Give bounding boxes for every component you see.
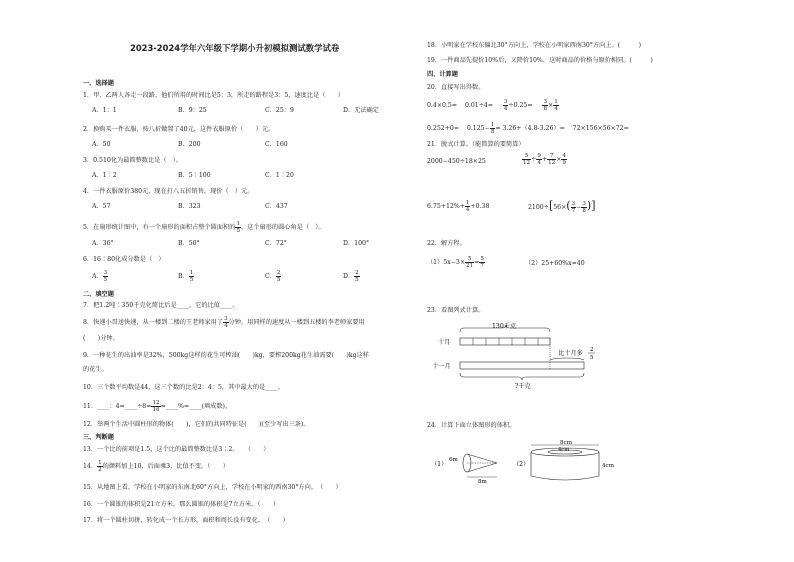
fig2-label: （2） xyxy=(513,461,530,468)
q20-row2: 0.252+0= 0.125− $\frac{1}{8}$ = 3.26+（4.8-3.26）= 72×156×56×72= xyxy=(427,122,629,135)
q20: 20．直接写出得数。 xyxy=(427,84,485,91)
q22-a: （1）5x−3× $\frac{5}{21}$ = $\frac{5}{7}$ xyxy=(427,256,484,269)
q4: 4．一件衣服原价380元，现在打八五折销售，现价（ ）元。 xyxy=(83,188,254,195)
q15: 15．从地图上看，学校在小明家的东南北60°方向上，学校在小明家的西南30°方向。 （ ） xyxy=(83,484,342,491)
q21-b: $\frac{5}{12}$ ÷ $\frac{9}{4}$ + $\frac{7}{12}$ × $\frac{4}{9}$ xyxy=(523,153,566,166)
compare-frac-n: 2 xyxy=(590,347,594,353)
bottom-brace xyxy=(460,373,584,380)
q3-opt-b: B．5∶100 xyxy=(178,172,211,179)
q5-opt-b: B．50° xyxy=(178,240,200,247)
q2-opt-b: B．200 xyxy=(178,141,201,148)
q5-fraction: $\frac{1}{5}$ xyxy=(236,221,240,234)
october-label: 十月 xyxy=(438,339,451,346)
q7: 7．把1.2吨∶350千克化简比后是____，它的比值____。 xyxy=(83,302,239,309)
q21: 21．脱式计算。（能简算的要简算） xyxy=(427,141,525,148)
compare-frac-d: 5 xyxy=(590,355,594,361)
q5: 5．在扇形统计图中，有一个扇形的面积占整个圆面积的 $\frac{1}{5}$ ，这个扇形的圆心角是（ ）。 xyxy=(83,221,325,234)
q2-opt-a: A．50 xyxy=(92,141,111,148)
q9: 9．一种花生的出油率是32%，500kg这样的花生可榨油( )kg，要榨200kg花生油需要( )kg这样 xyxy=(83,352,369,359)
q2-opt-c: C．160 xyxy=(265,141,288,148)
cylinder-height: 4cm xyxy=(602,463,614,469)
october-ticks xyxy=(473,338,538,345)
section-calc: 四、计算题 xyxy=(427,71,458,78)
q1-opt-b: B．9：25 xyxy=(178,107,207,114)
q5-opt-d: D．100° xyxy=(343,240,370,247)
page-title: 2023-2024学年六年级下学期小升初模拟测试数学试卷 xyxy=(130,43,340,53)
bar-diagram xyxy=(430,322,620,392)
cylinder-bottom xyxy=(531,476,599,480)
q6: 6．16∶80化成分数是（ ） xyxy=(83,256,165,263)
cone-diameter: 6m xyxy=(449,457,458,463)
section-judge: 三、判断题 xyxy=(83,434,114,441)
q14: 14． $\frac{1}{2}$ 的颜料加上10，后面乘3，比值不变。（ ） xyxy=(83,460,229,473)
q19: 19．一件商品先提价10%后，又降价10%，这时商品的价格与原价相同。( ) xyxy=(427,57,653,64)
october-bar xyxy=(460,338,550,345)
q20-row1: 0.4×0.5= 0.01÷4= $\frac{3}{4}$ ÷0.25= $\frac{3}{8}$ × $\frac{1}{4}$ xyxy=(427,99,558,112)
inner-diameter: 4cm xyxy=(558,447,570,453)
section-fill: 二、填空题 xyxy=(83,291,114,298)
q1-opt-a: A．1：1 xyxy=(92,107,117,114)
q22: 22．解方程。 xyxy=(427,240,466,247)
q5-opt-a: A．36° xyxy=(92,240,114,247)
q3: 3．0.510化为最简整数比是（ ）。 xyxy=(83,157,182,164)
q4-opt-a: A．57 xyxy=(92,203,111,210)
november-label: 十一月 xyxy=(432,363,451,370)
q1-opt-c: C．25：9 xyxy=(265,107,294,114)
unknown-label: ?千克 xyxy=(515,383,531,390)
q13: 13．一个比的前项是1.5，这个比的最简整数比是3∶2。 （ ） xyxy=(83,446,270,453)
q2: 2．换购买一件衣服，按八折做置了40元，这件衣服原价（ ）元。 xyxy=(83,126,275,133)
top-label: 130千克 xyxy=(492,323,517,330)
q4-opt-c: C．437 xyxy=(265,203,288,210)
q8-end: ( )分钟。 xyxy=(83,335,119,342)
q5-opt-c: C．72° xyxy=(265,240,287,247)
fig1-label: （1） xyxy=(431,461,448,468)
q24: 24．计算下面立体图形的体积。 xyxy=(427,422,516,429)
q9-end: 的花生。 xyxy=(83,366,108,373)
q4-opt-b: B．323 xyxy=(178,203,201,210)
november-bar xyxy=(460,362,584,369)
q6-opt-b: B． $\frac{1}{5}$ xyxy=(178,270,194,283)
q1: 1．甲、乙两人各走一段路，他们所用的时间比是5：3，所走的路程是3：5，速度比是（ ） xyxy=(83,92,344,99)
q23: 23．看图列式计算。 xyxy=(427,307,485,314)
q6-opt-a: A． $\frac{3}{5}$ xyxy=(92,270,108,283)
solids-figure xyxy=(427,436,617,486)
q3-opt-c: C．1∶20 xyxy=(265,172,294,179)
q22-b: （2）25+60%x=40 xyxy=(525,260,585,267)
q3-opt-a: A．1∶2 xyxy=(92,172,117,179)
q12: 12．举两个生活中圆柱形的物体( )，它们的共同特征是( )(至少写出三条)。 xyxy=(83,421,310,428)
q21-d: 2100÷[56×( $\frac{3}{7}$ − $\frac{3}{8}$ )] xyxy=(528,199,596,214)
q18: 18．小明家在学校东偏北30°方向上，学校在小明家西南30°方向上。( ) xyxy=(427,42,642,49)
q8: 8．快递小哥送快递，从一楼到二楼的王老师家用了 $\frac{3}{4}$ 分钟，用同样的速度从一楼到五楼的李老师家要用 xyxy=(83,316,365,329)
q1-opt-d: D．无法确定 xyxy=(343,107,379,114)
q6-opt-c: C． $\frac{2}{5}$ xyxy=(265,270,281,283)
q6-opt-d: D． $\frac{2}{5}$ xyxy=(343,270,359,283)
q16: 16．一个圆锥的体积是21立方米，那么圆锥的体积是7立方米。（ ） xyxy=(83,501,280,508)
q11: 11．____：4=____÷8= $\frac{12}{16}$ =____%=____(填成数)。 xyxy=(83,400,232,413)
q17: 17．将一个圆柱切拼，转化成一个长方形，面积和周长没有变化。 （ ） xyxy=(83,517,289,524)
outer-diameter: 8cm xyxy=(560,440,572,446)
cone-length: 8m xyxy=(478,479,487,485)
q21-c: 6.75+12%+ $\frac{1}{4}$ +0.38 xyxy=(427,200,490,213)
section-choice: 一、选择题 xyxy=(83,80,114,87)
q21-a: 2000−450÷18×25 xyxy=(427,158,486,165)
q10: 10．三个数平均数是44，这三个数的比是2：4：5，其中最大的是____。 xyxy=(83,384,284,391)
extra-brace xyxy=(550,358,584,360)
compare-label: 比十月多 xyxy=(558,350,583,357)
